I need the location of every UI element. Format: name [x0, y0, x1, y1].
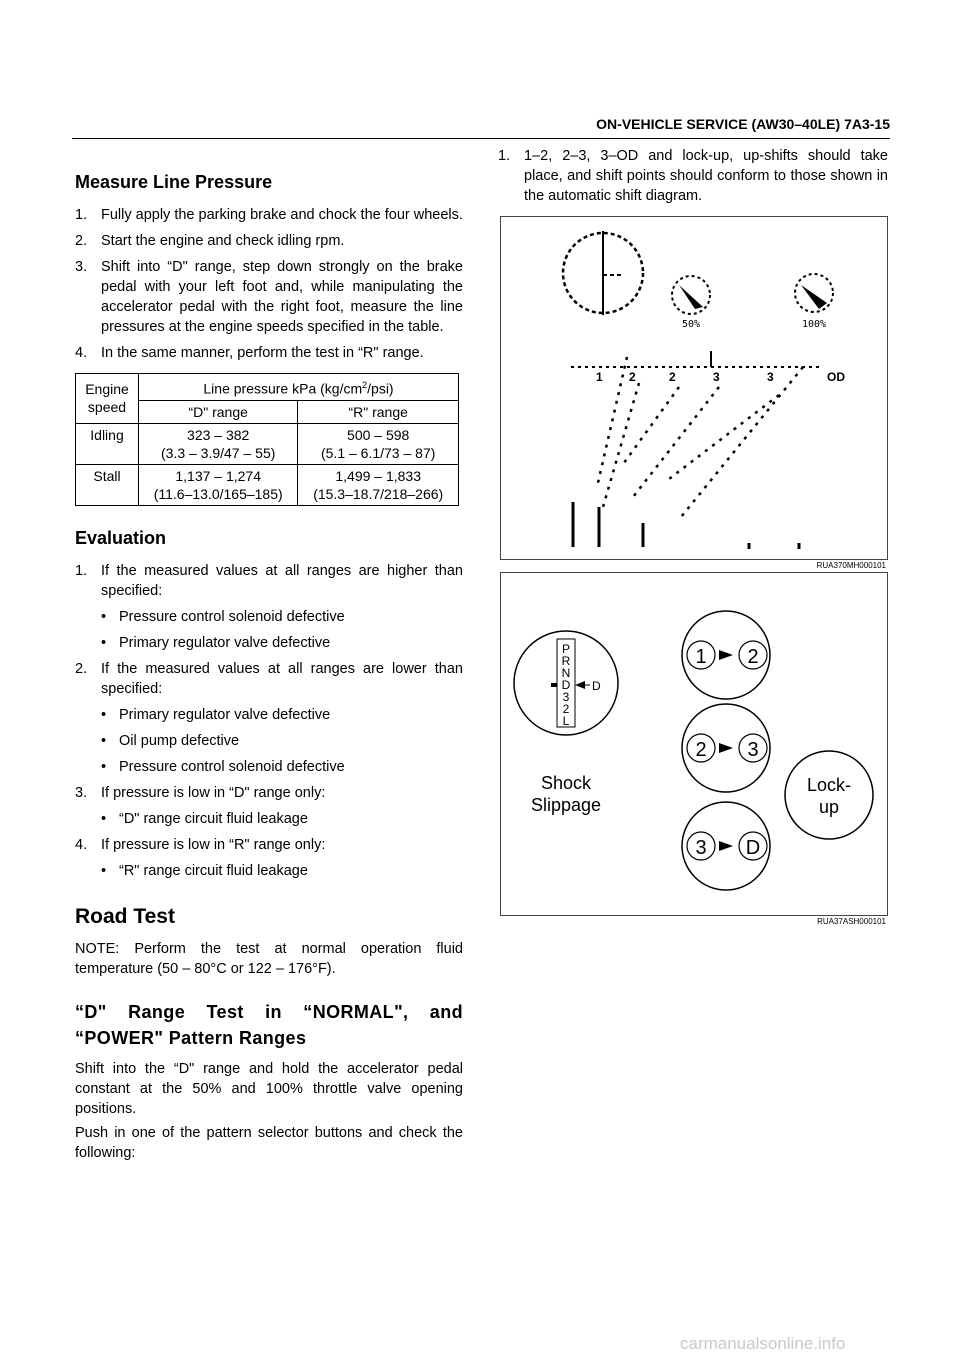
svg-text:1: 1	[695, 646, 707, 668]
measure-step-1: 1. Fully apply the parking brake and chock the four wheels.	[75, 207, 463, 223]
list-item: • Pressure control solenoid defective	[101, 758, 345, 775]
gear-letter: D	[561, 678, 571, 692]
table-row: Stall 1,137 – 1,274 (11.6–13.0/165–185) 1,499 – 1,833 (15.3–18.7/218–266)	[76, 464, 459, 505]
measure-step-3: 3. Shift into “D" range, step down strongly on the brake pedal with your left foot and, while manipulating the accelerator pedal with the right foot, measure the line pressures at the engine speeds specified in the table.	[75, 259, 463, 335]
evaluation-item-1: 1. If the measured values at all ranges are higher than specified: • Pressure control solenoid defective • Primary regulator valve defective	[75, 562, 463, 651]
list-item: • “R" range circuit fluid leakage	[101, 862, 308, 879]
pedal-100-icon	[795, 274, 833, 330]
table-row: Idling 323 – 382 (3.3 – 3.9/47 – 55) 500 – 598 (5.1 – 6.1/73 – 87)	[76, 423, 459, 464]
pedal-50-label: 50%	[681, 319, 701, 330]
shift-quality-diagram	[501, 573, 887, 915]
svg-text:2: 2	[695, 739, 707, 761]
shift-label: 3	[767, 370, 774, 384]
svg-text:D: D	[745, 837, 761, 859]
list-item: • Primary regulator valve defective	[101, 634, 331, 651]
gear-letter: L	[562, 714, 570, 728]
gear-letter: R	[561, 654, 571, 668]
road-test-note: NOTE: Perform the test at normal operation fluid temperature (50 – 80°C or 122 – 176°F).	[75, 940, 463, 977]
right-column	[498, 146, 888, 212]
list-item: • Oil pump defective	[101, 732, 240, 749]
svg-text:2: 2	[747, 646, 759, 668]
svg-text:3: 3	[695, 837, 707, 859]
evaluation-heading: Evaluation	[75, 527, 167, 548]
measure-step-4: 4. In the same manner, perform the test in “R" range.	[75, 345, 424, 361]
evaluation-item-3: 3. If pressure is low in “D" range only: • “D" range circuit fluid leakage	[75, 783, 463, 829]
table-header-r-range: “R" range	[298, 400, 459, 423]
table-header-d-range: “D" range	[139, 400, 298, 423]
shift-label: 3	[713, 370, 720, 384]
shift-diagram	[501, 217, 887, 559]
gear-selector	[514, 631, 618, 735]
pedal-100-label: 100%	[801, 319, 827, 330]
left-column	[75, 172, 463, 1163]
slippage-label: Slippage	[530, 795, 602, 815]
list-item: • Pressure control solenoid defective	[101, 608, 345, 625]
shift-label: OD	[827, 370, 845, 384]
shift-1-2-icon	[682, 611, 770, 699]
svg-text:3: 3	[747, 739, 759, 761]
shift-diagram-caption: RUA370MH000101	[816, 561, 886, 570]
shift-check-item-1: 1. 1–2, 2–3, 3–OD and lock-up, up-shifts should take place, and shift points should conform to those shown in the automatic shift diagram.	[498, 148, 888, 204]
shift-label: 1	[596, 370, 603, 384]
gear-letter: 3	[562, 690, 570, 704]
road-test-para-1: Shift into the “D" range and hold the accelerator pedal constant at the 50% and 100% throttle valve opening positions.	[75, 1060, 463, 1117]
shift-quality-figure	[500, 572, 888, 916]
table-header-engine-speed: Engine speed	[76, 374, 139, 424]
list-item: • Primary regulator valve defective	[101, 706, 331, 723]
road-test-para-2: Push in one of the pattern selector buttons and check the following:	[75, 1124, 463, 1161]
list-item: • “D" range circuit fluid leakage	[101, 810, 308, 827]
lock-up-icon	[785, 751, 873, 839]
svg-text:up: up	[818, 797, 840, 817]
d-pointer-label: D	[592, 679, 601, 693]
table-header-line-pressure: Line pressure kPa $(kg/cm^2/psi)$	[139, 374, 459, 401]
shift-3-d-icon	[682, 802, 770, 890]
shift-marks	[573, 502, 799, 549]
gear-letter: P	[561, 642, 571, 656]
shift-diagram-figure	[500, 216, 888, 560]
evaluation-item-2: 2. If the measured values at all ranges are lower than specified: • Primary regulator valve defective • Oil pump defective • Pressure control solenoid defective	[75, 660, 463, 775]
road-test-heading: Road Test	[75, 904, 175, 928]
shift-label: 2	[629, 370, 636, 384]
svg-text:Lock-: Lock-	[806, 775, 852, 795]
d-range-test-heading: “D" Range Test in “NORMAL", and “POWER" Pattern Ranges	[75, 1001, 463, 1048]
page-header	[72, 116, 890, 139]
gear-letter: N	[561, 666, 571, 680]
header-title: ON-VEHICLE SERVICE (AW30–40LE) 7A3-15	[596, 116, 890, 132]
shift-quality-caption: RUA37ASH000101	[817, 917, 886, 926]
measure-heading: Measure Line Pressure	[75, 172, 273, 192]
measure-steps	[75, 205, 463, 363]
shift-label-row	[571, 351, 845, 384]
evaluation-item-4: 4. If pressure is low in “R" range only: • “R" range circuit fluid leakage	[75, 835, 463, 881]
shock-label: Shock	[540, 773, 592, 793]
throttle-gauge	[563, 231, 643, 315]
line-pressure-table	[75, 373, 459, 506]
watermark: carmanualsonline.info	[680, 1334, 846, 1353]
shift-2-3-icon	[682, 704, 770, 792]
pedal-50-icon	[672, 276, 710, 330]
evaluation-list	[75, 561, 463, 881]
shift-label: 2	[669, 370, 676, 384]
gear-letter: 2	[562, 702, 570, 716]
measure-step-2: 2. Start the engine and check idling rpm.	[75, 233, 345, 249]
